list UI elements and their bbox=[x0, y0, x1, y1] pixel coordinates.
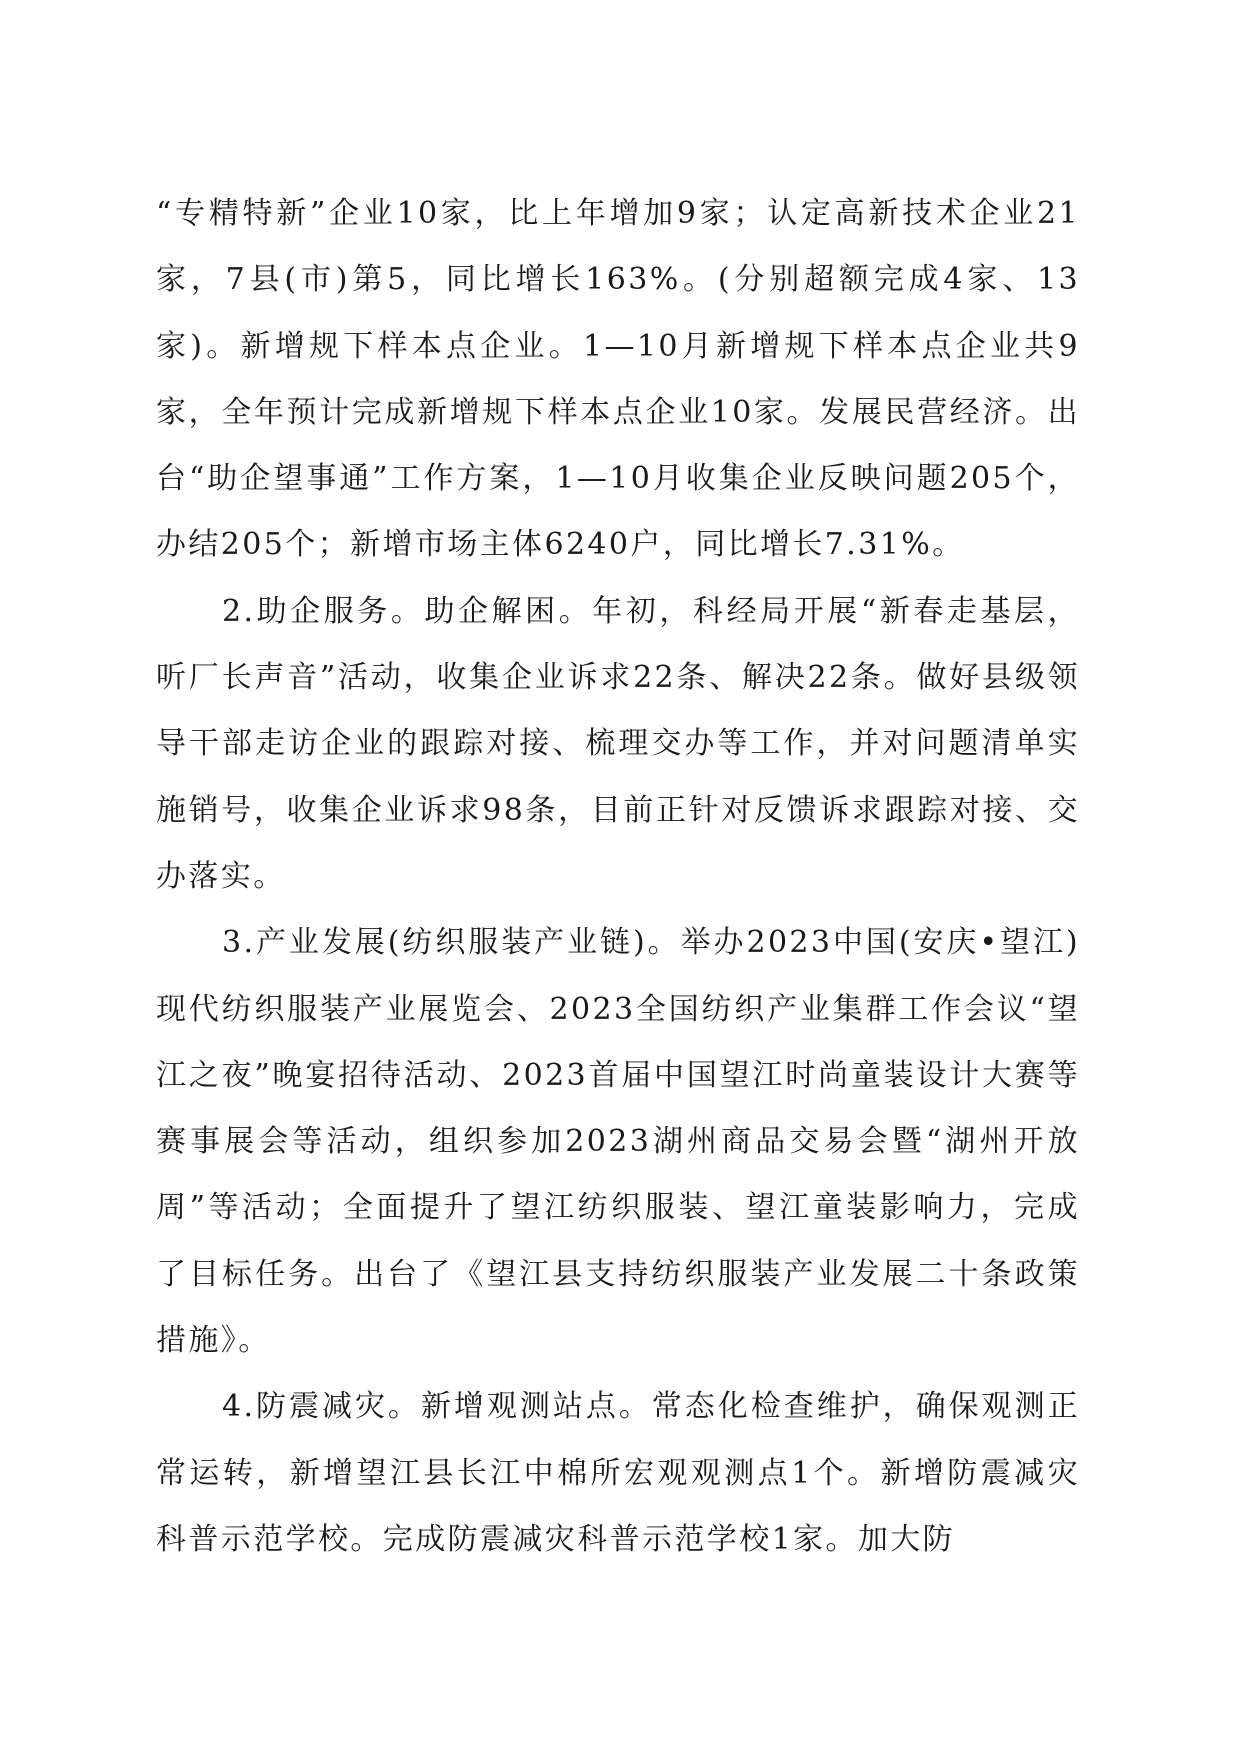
document-body bbox=[156, 181, 1080, 1573]
paragraph-industry-development: 3.产业发展(纺织服装产业链)。举办2023中国(安庆•望江)现代纺织服装产业展览会、2023全国纺织产业集群工作会议“望江之夜”晚宴招待活动、2023首届中国望江时尚童装设计大赛等赛事展会等活动，组织参加2023湖州商品交易会暨“湖州开放周”等活动；全面提升了望江纺织服装、望江童装影响力，完成了目标任务。出台了《望江县支持纺织服装产业发展二十条政策措施》。 bbox=[156, 925, 1080, 1359]
paragraph-enterprise-stats: “专精特新”企业10家，比上年增加9家；认定高新技术企业21家，7县(市)第5，同比增长163%。(分别超额完成4家、13家)。新增规下样本点企业。1—10月新增规下样本点企业共9家，全年预计完成新增规下样本点企业10家。发展民营经济。出台“助企望事通”工作方案，1—10月收集企业反映问题205个，办结205个；新增市场主体6240户，同比增长7.31%。 bbox=[156, 196, 1080, 563]
paragraph-enterprise-services: 2.助企服务。助企解困。年初，科经局开展“新春走基层，听厂长声音”活动，收集企业诉求22条、解决22条。做好县级领导干部走访企业的跟踪对接、梳理交办等工作，并对问题清单实施销号，收集企业诉求98条，目前正针对反馈诉求跟踪对接、交办落实。 bbox=[156, 593, 1080, 894]
paragraph-earthquake-prevention: 4.防震减灾。新增观测站点。常态化检查维护，确保观测正常运转，新增望江县长江中棉所宏观观测点1个。新增防震减灾科普示范学校。完成防震减灾科普示范学校1家。加大防 bbox=[156, 1389, 1080, 1557]
